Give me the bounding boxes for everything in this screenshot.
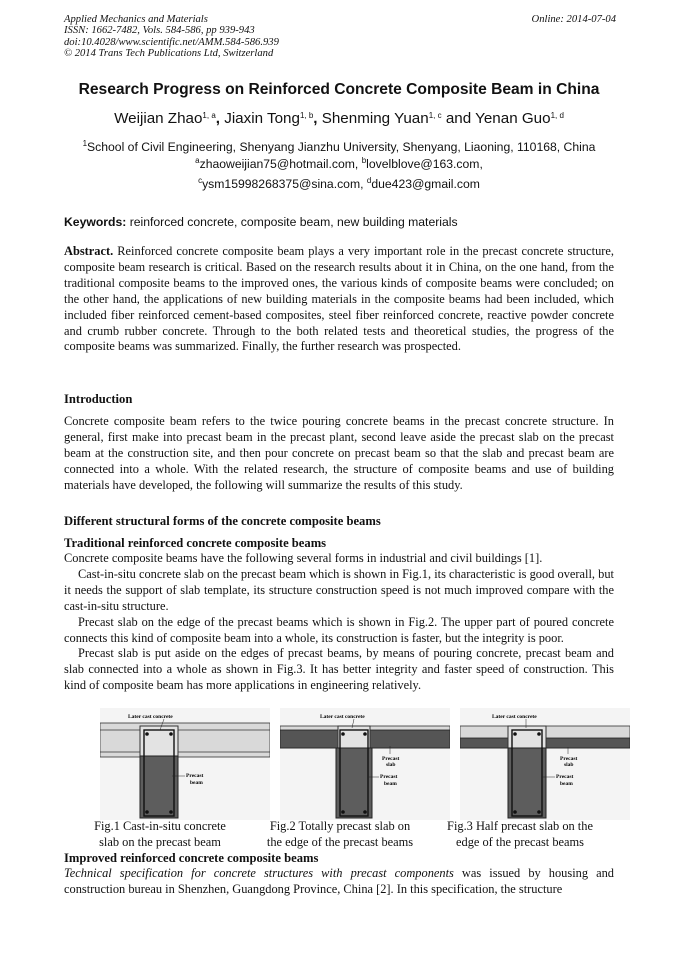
paragraph: Precast slab on the edge of the precast beams which is shown in Fig.2. The upper part of poured concrete connects this kind of composite beam into a whole, its construction is faster, but the integrity is poor. <box>64 614 614 645</box>
label-later-cast: Later cast concrete <box>492 714 537 720</box>
abstract <box>64 244 614 355</box>
author-name: Jiaxin Tong <box>224 110 300 127</box>
email-address: lovelblove@163.com, <box>366 157 483 171</box>
heading-structural-forms: Different structural forms of the concrete composite beams <box>64 514 381 528</box>
author-sup: 1, d <box>550 111 564 120</box>
label-later-cast: Later cast concrete <box>128 714 173 720</box>
paragraph: Precast slab is put aside on the edges of precast beams, by means of pouring concrete, precast beam and slab connected into a whole as shown in Fig.3. It has better integrity and faster speed of construction. This kind of composite beam has more applications in engineering relatively. <box>64 646 614 693</box>
paragraph: Concrete composite beams have the following several forms in industrial and civil buildings [1]. <box>64 551 543 565</box>
author-sup: 1, c <box>428 111 442 120</box>
affiliation <box>40 139 638 156</box>
affiliation-text: School of Civil Engineering, Shenyang Jianzhu University, Shenyang, Liaoning, 110168, China <box>87 140 596 154</box>
author-list <box>40 110 638 127</box>
figure-3-diagram <box>460 708 630 820</box>
email-sup: b <box>361 156 367 165</box>
label-precast-beam: beam <box>384 781 397 787</box>
author-separator: and <box>441 110 476 127</box>
abstract-text: Reinforced concrete composite beam plays a very important role in the precast concrete structure, composite beam research is critical. Based on the research results about it in China, on the one hand, from the traditional composite beams to the improved ones, the various kinds of composite beams were concluded; on the other hand, the applications of new building materials in the composite beams had been included, which included fiber reinforced cement-based composites, steel fiber reinforced concrete, reactive powder concrete and crumb rubber concrete. Through to the both related tests and theoretical studies, the progress of the composite beams was summarized. Finally, the further research was prospected. <box>64 244 614 354</box>
improved-body <box>64 866 614 898</box>
label-precast-beam: Precast <box>556 774 574 780</box>
figure-2-diagram <box>280 708 450 820</box>
heading-traditional: Traditional reinforced concrete composite beams <box>64 536 327 550</box>
keywords-text: reinforced concrete, composite beam, new building materials <box>126 215 458 229</box>
email-sup: a <box>195 156 200 165</box>
figure-3-caption <box>432 819 608 851</box>
heading-improved: Improved reinforced concrete composite beams <box>64 851 319 865</box>
label-precast-slab: slab <box>386 762 396 768</box>
introduction-body <box>64 414 614 494</box>
figure-1-diagram <box>100 708 270 820</box>
paper-title: Research Progress on Reinforced Concrete Composite Beam in China <box>78 81 600 98</box>
author-separator: , <box>313 110 322 127</box>
abstract-label: Abstract. <box>64 244 114 258</box>
email-sup: d <box>366 176 372 185</box>
online-date: Online: 2014-07-04 <box>531 14 616 25</box>
figure-2-caption <box>252 819 428 851</box>
email-address: zhaoweijian75@hotmail.com, <box>199 157 362 171</box>
keywords-label: Keywords: <box>64 215 127 229</box>
journal-issn: ISSN: 1662-7482, Vols. 584-586, pp 939-943 <box>64 25 255 37</box>
label-precast-slab: Precast <box>382 756 400 762</box>
journal-doi: doi:10.4028/www.scientific.net/AMM.584-586.939 <box>64 36 279 48</box>
label-precast-beam: beam <box>560 781 573 787</box>
email-address: due423@gmail.com <box>371 177 480 191</box>
author-name: Yenan Guo <box>475 110 551 127</box>
caption-line: Fig.2 Totally precast slab on <box>269 819 411 833</box>
label-precast-beam: Precast <box>380 774 398 780</box>
author-sup: 1, b <box>299 111 314 120</box>
author-name: Shenming Yuan <box>321 110 429 127</box>
figure-row <box>60 708 630 820</box>
caption-line: slab on the precast beam <box>99 834 221 849</box>
journal-header <box>64 14 279 60</box>
author-sup: 1, a <box>202 111 216 120</box>
author-name: Weijian Zhao <box>114 110 203 127</box>
email-line-2 <box>40 177 638 191</box>
caption-line: Fig.1 Cast-in-situ concrete <box>94 819 226 833</box>
keywords <box>64 215 458 229</box>
caption-line: Fig.3 Half precast slab on the <box>447 819 593 833</box>
specification-title: Technical specification for concrete structures with precast components <box>64 866 454 880</box>
label-precast-slab: slab <box>564 762 574 768</box>
heading-introduction: Introduction <box>64 392 133 406</box>
paragraph-text: was issued by housing and construction bureau in Shenzhen, Guangdong Province, China [2]. In this specification, the structure <box>64 866 614 896</box>
caption-line: edge of the precast beams <box>456 834 584 849</box>
figure-1-caption <box>72 819 248 851</box>
introduction-text: Concrete composite beam refers to the twice pouring concrete beams in the precast concrete structure. In general, first make into precast beam in the precast plant, second leave aside the precast slab on the precast beam at the construction site, and then pour concrete on precast beam so that the slab and precast beam are connected into a whole. With the related research, the structure of composite beams and use of building materials have developed, the following will summarize the results of this study. <box>64 414 614 492</box>
email-address: ysm15998268375@sina.com, <box>202 177 367 191</box>
label-precast-slab: Precast <box>560 756 578 762</box>
paragraph: Cast-in-situ concrete slab on the precast beam which is shown in Fig.1, its characteristic is good overall, but it needs the support of slab template, its structure construction speed is not much improved compare with the cast-in-situ structure. <box>64 566 614 613</box>
paragraph <box>64 866 614 898</box>
author-separator: , <box>215 110 225 127</box>
caption-line: the edge of the precast beams <box>266 834 414 849</box>
journal-name: Applied Mechanics and Materials <box>64 14 208 25</box>
journal-copyright: © 2014 Trans Tech Publications Ltd, Switzerland <box>64 48 274 60</box>
label-precast-beam: Precast <box>186 773 204 779</box>
email-line-1 <box>40 157 638 171</box>
label-precast-beam: beam <box>190 780 203 786</box>
traditional-body <box>64 551 614 694</box>
label-later-cast: Later cast concrete <box>320 714 365 720</box>
affiliation-sup: 1 <box>82 139 88 148</box>
email-sup: c <box>198 176 203 185</box>
